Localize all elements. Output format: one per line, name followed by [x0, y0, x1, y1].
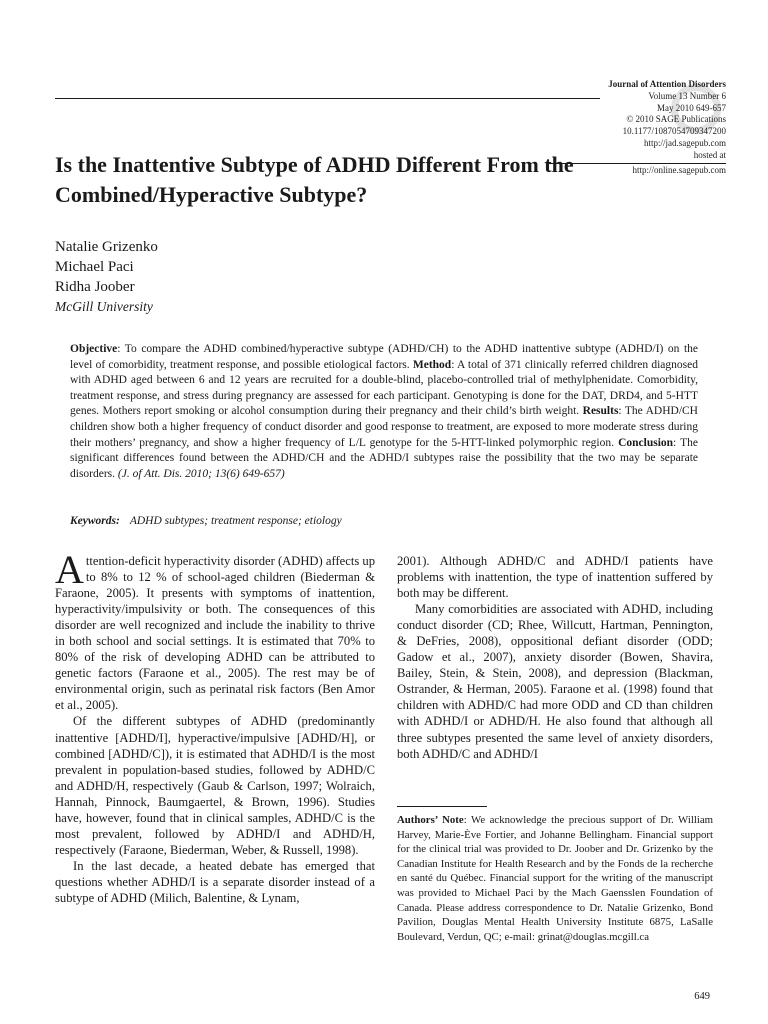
abstract-results-label: Results: [582, 405, 619, 418]
journal-hosted-at: hosted at: [693, 149, 726, 160]
journal-volume: Volume 13 Number 6: [648, 90, 726, 101]
body-paragraph: Many comorbidities are associated with ADHD, including conduct disorder (CD; Rhee, Willcutt, Hartman, Pennington, & DeFries, 2008), oppositional defiant disorder (ODD; Gadow et al., 2007), anxiety disorder (Bowen, Shavira, Bailey, Stein, & Stein, 2008), and depression (Blackman, Ostrander, & Herman, 2005). Faraone et al. (1998) found that children with ADHD/C had more ODD and CD than children with ADHD/I or ADHD/H. He also found that although all three subtypes presented the same level of anxiety disorders, both ADHD/C and ADHD/I: [397, 602, 713, 761]
body-column-left: [55, 547, 375, 906]
keywords: [70, 515, 342, 527]
author-name: Ridha Joober: [55, 279, 135, 295]
author-list: [55, 237, 158, 317]
body-column-right: [397, 553, 713, 762]
keywords-text: ADHD subtypes; treatment response; etiology: [129, 515, 342, 527]
authors-note-text: : We acknowledge the precious support of Dr. William Harvey, Marie-Ève Fortier, and Johanne Bellingham. Financial support for the clinical trial was provided to Dr. Joober and Dr. Grizenko by the Canadian Institute for Health Research and by the Fonds de la recherche en santé du Québec. Financial support for the writing of the manuscript was provided to Michael Paci by the Mach Gaensslen Foundation of Canada. Please address correspondence to Dr. Natalie Grizenko, Bond Pavilion, Douglas Mental Health University Institute 6875, LaSalle Boulevard, Verdun, QC; e-mail: grinat@douglas.mcgill.ca: [397, 814, 714, 943]
abstract-citation: (J. of Att. Dis. 2010; 13(6) 649-657): [117, 467, 285, 480]
footnote-rule: [397, 806, 487, 807]
keywords-label: Keywords:: [70, 515, 120, 527]
author-name: Natalie Grizenko: [55, 239, 158, 255]
drop-cap: A: [55, 547, 84, 592]
paragraph-text: ttention-deficit hyperactivity disorder (ADHD) affects up to 8% to 12 % of school-aged children (Biederman & Faraone, 2005). It presents with symptoms of inattention, hyperactivity/impulsivity or both. The consequences of this disorder are well recognized and include the inability to thrive in both school and social settings. It is estimated that 70% to 80% of the risk of developing ADHD can be attributed to genetic factors (Faraone et al., 2005). The rest may be of environmental origin, such as perinatal risk factors (Ben Amor et al., 2005).: [55, 554, 375, 713]
body-paragraph: 2001). Although ADHD/C and ADHD/I patients have problems with inattention, the type of inattention suffered by both may be different.: [397, 554, 713, 601]
journal-host-url[interactable]: http://online.sagepub.com: [546, 163, 726, 177]
article-title: Is the Inattentive Subtype of ADHD Different From the Combined/Hyperactive Subtype?: [55, 152, 574, 207]
abstract-method-label: Method: [412, 358, 452, 371]
abstract-results-text: : The ADHD/CH children show both a higher frequency of conduct disorder and good response to treatment, are exposed to more moderate stress during their mothers’ pregnancy, and show a higher frequency of L/L genotype for the 5-HTT-linked polymorphic region.: [70, 405, 698, 449]
abstract-objective-label: Objective: [70, 343, 118, 355]
journal-name: Journal of Attention Disorders: [608, 79, 726, 89]
page-number: 649: [694, 991, 710, 1002]
authors-note: [397, 813, 713, 944]
author-name: Michael Paci: [55, 259, 134, 275]
journal-doi: 10.1177/1087054709347200: [622, 126, 726, 137]
abstract-method-text: : A total of 371 clinically referred children diagnosed with ADHD aged between 6 and 12 years are recruited for a double-blind, placebo-controlled trial of methylphenidate. Comorbidity, treatment response, and stress during pregnancy are assessed for each participant. Genotyping is done for the DAT, DRD4, and 5-HTT genes. Mothers report smoking or alcohol consumption during their pregnancy and their child’s birth weight.: [70, 358, 698, 418]
abstract-objective-text: : To compare the ADHD combined/hyperactive subtype (ADHD/CH) to the ADHD inattentive subtype (ADHD/I) on the level of comorbidity, treatment response, and possible etiological factors.: [70, 343, 698, 371]
abstract-conclusion-label: Conclusion: [618, 436, 674, 449]
abstract-conclusion-text: : The significant differences found between the ADHD/CH and the ADHD/I subtypes raise the possibility that the two may be separate disorders.: [70, 436, 698, 480]
header-rule: [55, 98, 600, 99]
body-paragraph: In the last decade, a heated debate has emerged that questions whether ADHD/I is a separate disorder instead of a subtype of ADHD (Milich, Balentine, & Lynam,: [55, 858, 375, 905]
affiliation: McGill University: [55, 299, 153, 314]
journal-date-pages: May 2010 649-657: [657, 102, 726, 113]
authors-note-label: Authors’ Note: [397, 814, 464, 826]
journal-url[interactable]: http://jad.sagepub.com: [644, 137, 726, 148]
abstract: [70, 342, 698, 482]
body-paragraph: Of the different subtypes of ADHD (predominantly inattentive [ADHD/I], hyperactive/impulsive [ADHD/H], or combined [ADHD/C]), it is estimated that ADHD/I is the most prevalent in population-based studies, followed by ADHD/C and ADHD/H, respectively (Gaub & Carlson, 1997; Wolraich, Hannah, Pinnock, Baumgaertel, & Brown, 1996). Studies have, however, found that in clinical samples, ADHD/C is the most prevalent, followed by ADHD/I and ADHD/H, respectively (Faraone, Biederman, Weber, & Russell, 1998).: [55, 714, 375, 857]
journal-copyright: © 2010 SAGE Publications: [626, 114, 726, 125]
body-paragraph: [55, 547, 375, 713]
